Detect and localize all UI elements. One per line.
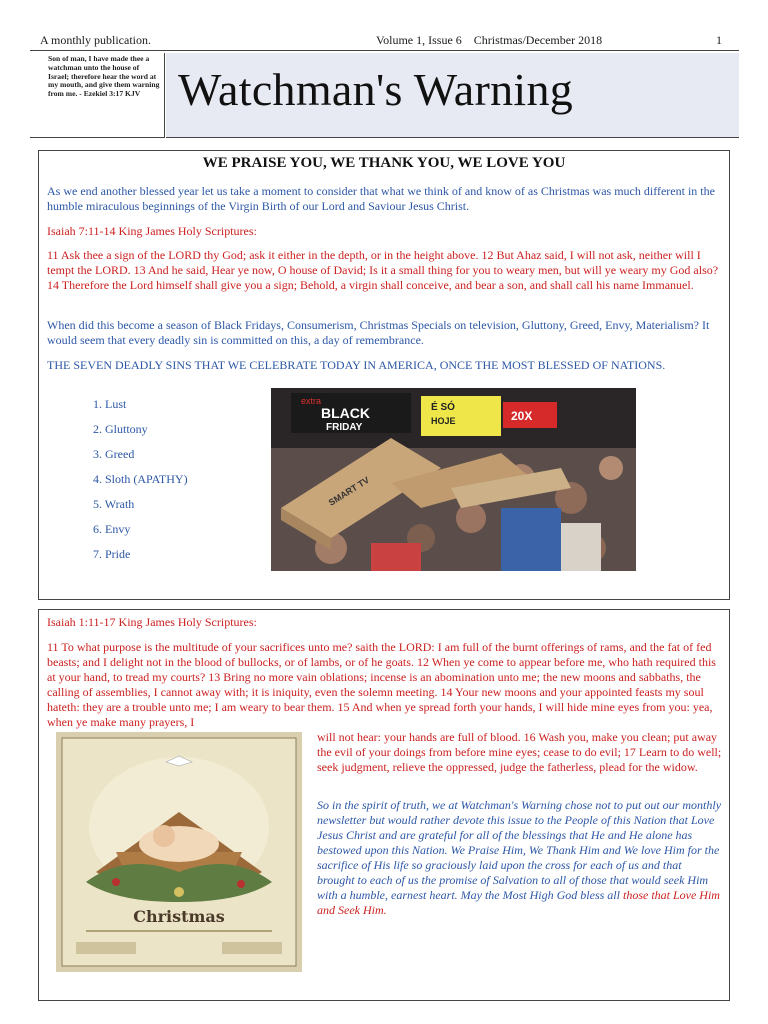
issue-info: Volume 1, Issue 6 Christmas/December 2018 bbox=[376, 33, 603, 47]
list-item: 7. Pride bbox=[93, 547, 131, 561]
photo-sign-hoje: HOJE bbox=[431, 416, 456, 426]
list-item: 2. Gluttony bbox=[93, 422, 148, 436]
deadly-sins-list bbox=[93, 397, 188, 572]
scripture-isaiah-1-part-1: 11 To what purpose is the multitude of your sacrifices unto me? saith the LORD: I am full of the burnt offerings of rams, and the fat of fed beasts; and I delight not in the blood of bullocks, or of lambs, or of he goats. 12 When ye come to appear before me, who hath required this at your hand, to tread my courts? 13 Bring no more vain oblations; incense is an abomination unto me; the new moons and sabbaths, the calling of assemblies, I cannot away with; it is iniquity, even the solemn meeting. 14 Your new moons and your appointed feasts my soul hateth: they are a trouble unto me; I am weary to bear them. 15 And when ye spread forth your hands, I will hide mine eyes from you: yea, when ye make many prayers, I bbox=[47, 640, 716, 729]
closing-text: So in the spirit of truth, we at Watchman's Warning chose not to put out our monthly newsletter but would rather devote this issue to the People of this Nation that Love Jesus Christ and are grateful for all of the blessings that He and He alone has bestowed upon this Nation. We Praise Him, We Thank Him and We love Him for the sacrifice of His life so graciously laid upon the cross for each of us and that brought to each of us the promise of Salvation to all of those that would seek Him with a humble, earnest heart. May the Most High God bless all bbox=[317, 798, 722, 902]
newsletter-title: Watchman's Warning bbox=[178, 64, 574, 115]
vintage-christmas-card-image bbox=[56, 732, 302, 972]
scripture-isaiah-7: 11 Ask thee a sign of the LORD thy God; ask it either in the depth, or in the height above. 12 But Ahaz said, I will not ask, neither will I tempt the LORD. 13 And he said, Hear ye now, O house of David; Is it a small thing for you to weary men, but will ye weary my God also? 14 Therefore the Lord himself shall give you a sign; Behold, a virgin shall conceive, and bear a son, and shall call his name Immanuel. bbox=[47, 248, 719, 292]
masthead-line bbox=[0, 33, 768, 49]
masthead-rule bbox=[30, 50, 739, 51]
masthead-verse-box bbox=[30, 53, 165, 138]
black-friday-crowd-photo bbox=[271, 388, 636, 571]
question-paragraph: When did this become a season of Black Fridays, Consumerism, Christmas Specials on television, Gluttony, Greed, Envy, Materialism? It would seem that every deadly sin is committed on this, a day of remembrance. bbox=[47, 318, 710, 347]
scripture-isaiah-1-part-2: will not hear: your hands are full of blood. 16 Wash you, make you clean; put away the evil of your doings from before mine eyes; cease to do evil; 17 Learn to do well; seek judgment, relieve the oppressed, judge the fatherless, plead for the widow. bbox=[317, 730, 722, 774]
publication-frequency: A monthly publication. bbox=[40, 33, 151, 47]
photo-sign-price: 20X bbox=[511, 409, 533, 423]
card-title: Christmas bbox=[133, 907, 225, 926]
photo-sign-black: BLACK bbox=[321, 405, 370, 421]
list-item: 1. Lust bbox=[93, 397, 127, 411]
page-number: 1 bbox=[716, 33, 722, 47]
list-item: 3. Greed bbox=[93, 447, 135, 461]
list-item: 5. Wrath bbox=[93, 497, 135, 511]
scripture-reference-isaiah-1: Isaiah 1:11-17 King James Holy Scriptures: bbox=[47, 615, 257, 629]
sins-heading: THE SEVEN DEADLY SINS THAT WE CELEBRATE TODAY IN AMERICA, ONCE THE MOST BLESSED OF NATIONS. bbox=[47, 358, 666, 372]
intro-paragraph: As we end another blessed year let us take a moment to consider that what we think of and know of as Christmas was much different in the humble miraculous beginnings of the Virgin Birth of our Lord and Saviour Jesus Christ. bbox=[47, 184, 715, 213]
list-item: 4. Sloth (APATHY) bbox=[93, 472, 188, 486]
photo-sign-extra: extra bbox=[301, 396, 322, 406]
masthead-title-box bbox=[166, 53, 739, 138]
masthead-verse: Son of man, I have made thee a watchman unto the house of Israel; therefore hear the word at my mouth, and give them warning from me. - Ezekiel 3:17 KJV bbox=[48, 54, 160, 99]
photo-box-label: SMART TV bbox=[326, 474, 372, 508]
list-item: 6. Envy bbox=[93, 522, 131, 536]
closing-highlight: those that Love Him and Seek Him. bbox=[317, 888, 720, 917]
scripture-reference-isaiah-7: Isaiah 7:11-14 King James Holy Scriptures: bbox=[47, 224, 257, 238]
photo-sign-friday: FRIDAY bbox=[326, 422, 363, 433]
article-headline: WE PRAISE YOU, WE THANK YOU, WE LOVE YOU bbox=[202, 155, 566, 171]
photo-sign-e-so: É SÓ bbox=[431, 402, 455, 413]
closing-paragraph bbox=[317, 798, 722, 918]
